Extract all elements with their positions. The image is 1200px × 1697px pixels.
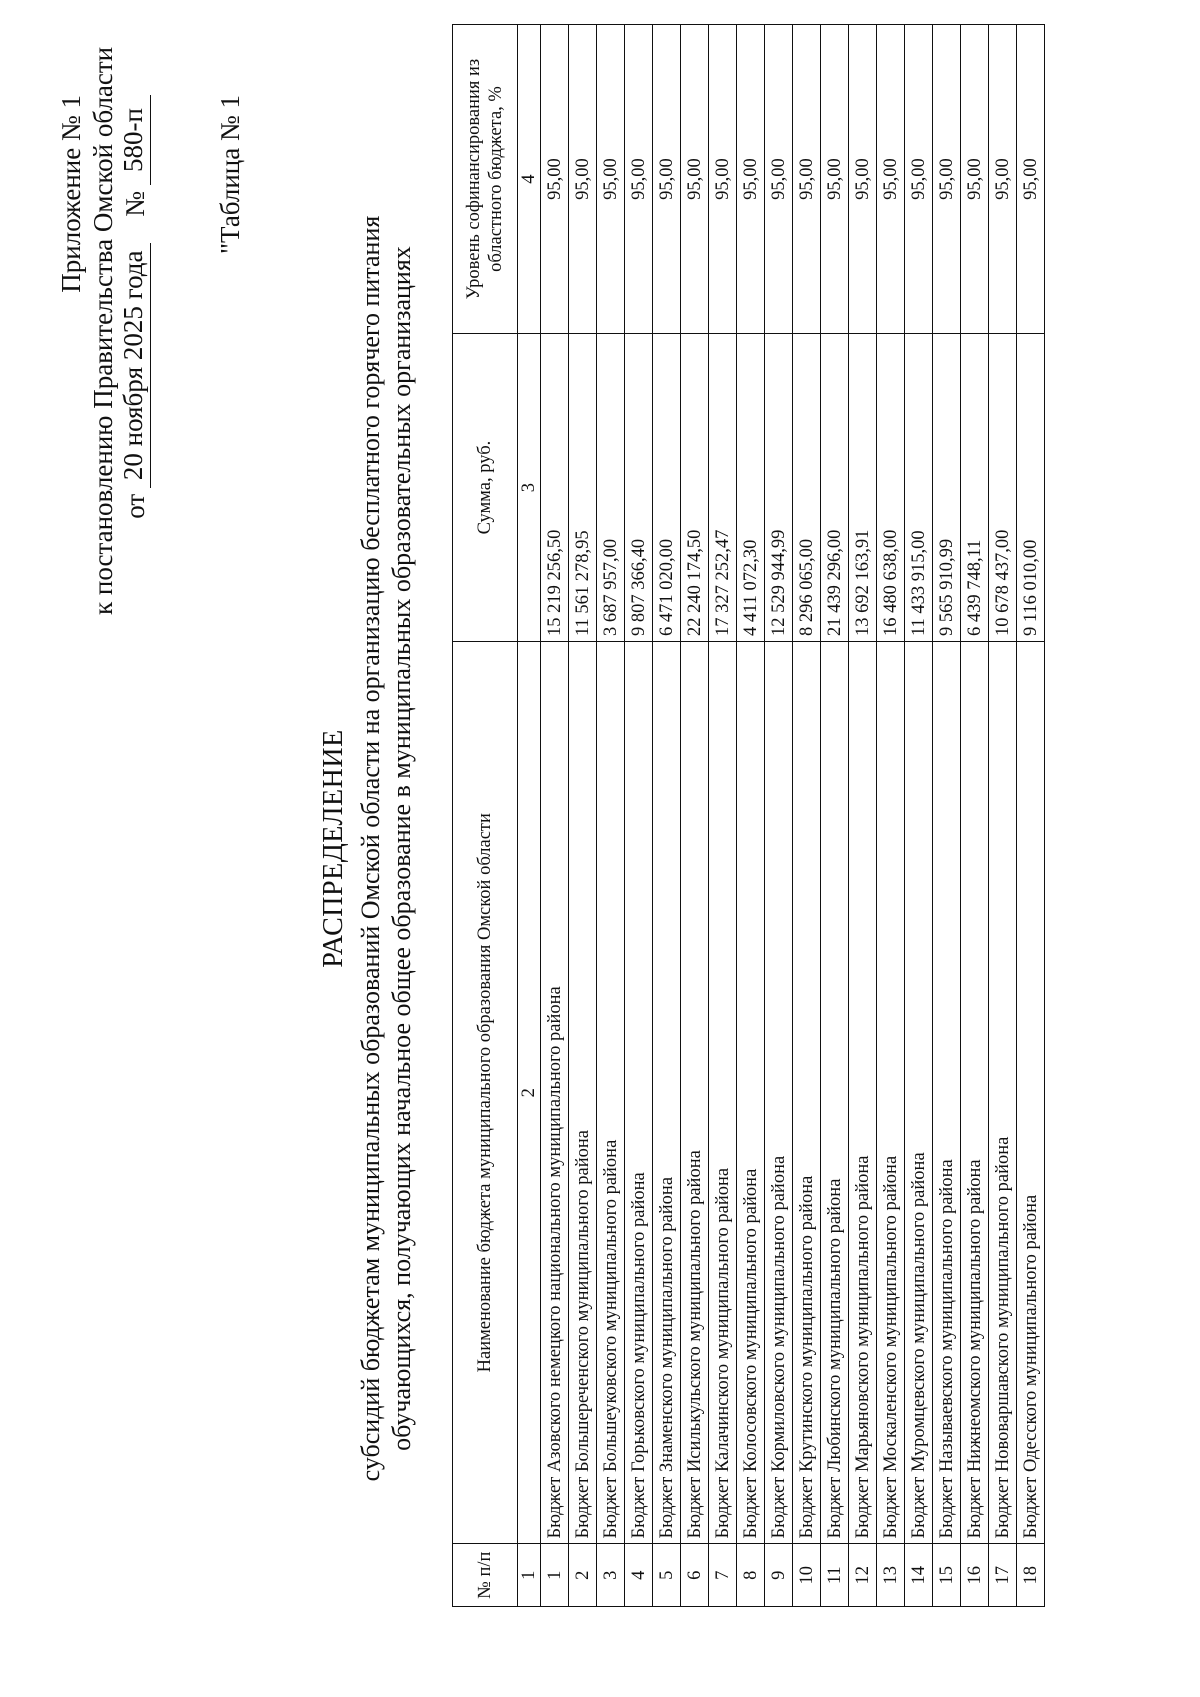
table-row	[597, 25, 625, 1607]
table-row	[681, 25, 709, 1607]
row-level: 95,00	[961, 25, 989, 334]
row-level: 95,00	[849, 25, 877, 334]
row-level: 95,00	[821, 25, 849, 334]
document-subtitle	[355, 0, 417, 1697]
row-number: 18	[1017, 1544, 1045, 1607]
row-number: 16	[961, 1544, 989, 1607]
number-label: №	[120, 191, 150, 217]
row-sum: 11 433 915,00	[905, 334, 933, 642]
row-sum: 8 296 065,00	[793, 334, 821, 642]
subtitle-line-1: субсидий бюджетам муниципальных образований Омской области на организацию бесплатного горячего питания	[356, 215, 385, 1482]
row-name: Бюджет Крутинского муниципального района	[793, 642, 821, 1544]
row-level: 95,00	[765, 25, 793, 334]
row-sum: 4 411 072,30	[737, 334, 765, 642]
table-row	[793, 25, 821, 1607]
row-level: 95,00	[989, 25, 1017, 334]
row-number: 5	[653, 1544, 681, 1607]
column-number: 2	[518, 642, 541, 1544]
row-name: Бюджет Называевского муниципального района	[933, 642, 961, 1544]
document-title: РАСПРЕДЕЛЕНИЕ	[318, 729, 349, 968]
row-sum: 6 439 748,11	[961, 334, 989, 642]
row-sum: 13 692 163,91	[849, 334, 877, 642]
row-sum: 10 678 437,00	[989, 334, 1017, 642]
row-number: 10	[793, 1544, 821, 1607]
document-header	[55, 46, 151, 615]
header-sum: Сумма, руб.	[453, 334, 518, 642]
row-name: Бюджет Москаленского муниципального района	[877, 642, 905, 1544]
row-sum: 17 327 252,47	[709, 334, 737, 642]
row-number: 13	[877, 1544, 905, 1607]
table-row	[933, 25, 961, 1607]
row-sum: 11 561 278,95	[569, 334, 597, 642]
row-name: Бюджет Большереченского муниципального района	[569, 642, 597, 1544]
row-level: 95,00	[569, 25, 597, 334]
row-name: Бюджет Нижнеомского муниципального района	[961, 642, 989, 1544]
row-level: 95,00	[905, 25, 933, 334]
row-level: 95,00	[933, 25, 961, 334]
header-number: № п/п	[453, 1544, 518, 1607]
row-name: Бюджет Азовского немецкого национального муниципального района	[541, 642, 569, 1544]
row-sum: 6 471 020,00	[653, 334, 681, 642]
table-row	[625, 25, 653, 1607]
row-sum: 9 565 910,99	[933, 334, 961, 642]
table-row	[653, 25, 681, 1607]
row-number: 7	[709, 1544, 737, 1607]
row-level: 95,00	[709, 25, 737, 334]
row-name: Бюджет Большеуковского муниципального района	[597, 642, 625, 1544]
table-body	[541, 25, 1045, 1607]
table-row	[821, 25, 849, 1607]
table-row	[905, 25, 933, 1607]
table-row	[877, 25, 905, 1607]
row-number: 14	[905, 1544, 933, 1607]
from-label: от	[120, 493, 150, 519]
row-level: 95,00	[653, 25, 681, 334]
row-level: 95,00	[681, 25, 709, 334]
row-sum: 15 219 256,50	[541, 334, 569, 642]
row-name: Бюджет Калачинского муниципального района	[709, 642, 737, 1544]
date-number-line	[119, 95, 151, 615]
column-number: 3	[518, 334, 541, 642]
table-row	[961, 25, 989, 1607]
row-name: Бюджет Колосовского муниципального района	[737, 642, 765, 1544]
row-name: Бюджет Кормиловского муниципального района	[765, 642, 793, 1544]
row-number: 12	[849, 1544, 877, 1607]
row-name: Бюджет Исилькульского муниципального района	[681, 642, 709, 1544]
row-number: 8	[737, 1544, 765, 1607]
row-number: 1	[541, 1544, 569, 1607]
header-name: Наименование бюджета муниципального образования Омской области	[453, 642, 518, 1544]
row-name: Бюджет Нововаршавского муниципального района	[989, 642, 1017, 1544]
row-sum: 9 116 010,00	[1017, 334, 1045, 642]
row-sum: 12 529 944,99	[765, 334, 793, 642]
row-name: Бюджет Горьковского муниципального района	[625, 642, 653, 1544]
row-number: 9	[765, 1544, 793, 1607]
table-row	[709, 25, 737, 1607]
resolution-label: к постановлению Правительства Омской области	[88, 46, 118, 615]
row-level: 95,00	[541, 25, 569, 334]
row-number: 2	[569, 1544, 597, 1607]
row-name: Бюджет Марьяновского муниципального района	[849, 642, 877, 1544]
row-number: 6	[681, 1544, 709, 1607]
table-row	[989, 25, 1017, 1607]
row-sum: 3 687 957,00	[597, 334, 625, 642]
row-level: 95,00	[737, 25, 765, 334]
row-number: 15	[933, 1544, 961, 1607]
resolution-date: 20 ноября 2025 года	[119, 243, 151, 488]
row-sum: 9 807 366,40	[625, 334, 653, 642]
row-name: Бюджет Знаменского муниципального района	[653, 642, 681, 1544]
row-number: 3	[597, 1544, 625, 1607]
row-name: Бюджет Одесского муниципального района	[1017, 642, 1045, 1544]
table-row	[737, 25, 765, 1607]
row-level: 95,00	[877, 25, 905, 334]
distribution-table	[452, 24, 1045, 1607]
row-level: 95,00	[597, 25, 625, 334]
row-number: 11	[821, 1544, 849, 1607]
table-label: "Таблица № 1	[215, 95, 245, 255]
table-row	[1017, 25, 1045, 1607]
row-name: Бюджет Любинского муниципального района	[821, 642, 849, 1544]
appendix-label: Приложение № 1	[56, 95, 86, 293]
table-row	[541, 25, 569, 1607]
row-sum: 16 480 638,00	[877, 334, 905, 642]
column-number-row	[518, 25, 541, 1607]
row-number: 4	[625, 1544, 653, 1607]
row-name: Бюджет Муромцевского муниципального района	[905, 642, 933, 1544]
resolution-number: 580-п	[119, 95, 151, 185]
subtitle-line-2: обучающихся, получающих начальное общее образование в муниципальных образовательных организациях	[387, 246, 416, 1451]
row-sum: 22 240 174,50	[681, 334, 709, 642]
row-level: 95,00	[1017, 25, 1045, 334]
table-row	[849, 25, 877, 1607]
row-number: 17	[989, 1544, 1017, 1607]
table-header-row	[453, 25, 518, 1607]
table-row	[569, 25, 597, 1607]
column-number: 1	[518, 1544, 541, 1607]
table-row	[765, 25, 793, 1607]
row-sum: 21 439 296,00	[821, 334, 849, 642]
row-level: 95,00	[625, 25, 653, 334]
row-level: 95,00	[793, 25, 821, 334]
column-number: 4	[518, 25, 541, 334]
header-level: Уровень софинансирования из областного бюджета, %	[453, 25, 518, 334]
